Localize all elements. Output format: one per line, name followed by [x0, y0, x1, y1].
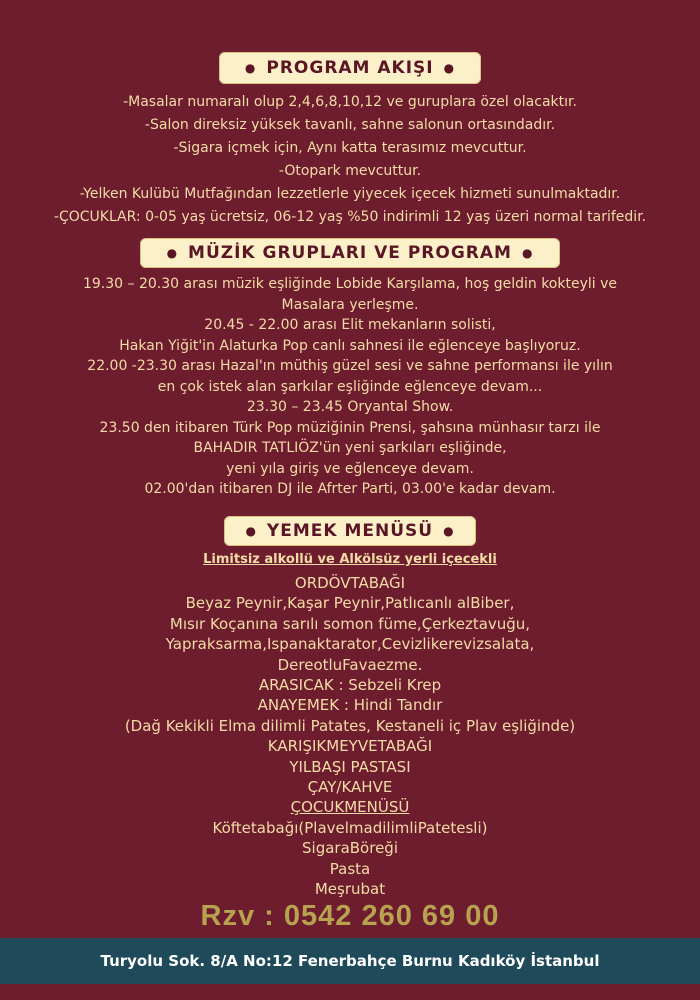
menu-line: DereotluFavaezme.	[277, 655, 423, 674]
program-list	[0, 91, 700, 229]
program-line: -Otopark mevcuttur.	[278, 163, 422, 179]
program-line: -ÇOCUKLAR: 0-05 yaş ücretsiz, 06-12 yaş %50 indirimli 12 yaş üzeri normal tarifedir.	[53, 209, 647, 225]
menu-line: ANAYEMEK : Hindi Tandır	[257, 696, 443, 715]
bottom-border	[0, 984, 700, 1000]
menu-banner	[224, 516, 476, 546]
menu-line: Beyaz Peynir,Kaşar Peynir,Patlıcanlı alBiber,	[185, 594, 515, 613]
kids-menu-line: SigaraBöreği	[302, 839, 398, 858]
reservation-phone: Rzv : 0542 260 69 00	[200, 900, 500, 932]
music-line: Masalara yerleşme.	[281, 296, 419, 313]
menu-line: Mısır Koçanına sarılı somon füme,Çerkeztavuğu,	[169, 614, 531, 633]
music-line: 22.00 -23.30 arası Hazal'ın müthiş güzel sesi ve sahne performansı ile yılın	[87, 358, 613, 374]
menu-line: ARASICAK : Sebzeli Krep	[258, 676, 442, 695]
menu-subtitle: Limitsiz alkollü ve Alkölsüz yerli içecekli	[203, 552, 497, 567]
kids-menu-line: Meşrubat	[314, 880, 386, 899]
kids-menu-line: Köftetabağı(PlavelmadilimliPatetesli)	[212, 818, 488, 837]
bullet-icon: ●	[245, 524, 257, 538]
music-line: 19.30 – 20.30 arası müzik eşliğinde Lobide Karşılama, hoş geldin kokteyli ve	[82, 276, 617, 292]
bullet-icon: ●	[443, 61, 456, 75]
music-line: 20.45 - 22.00 arası Elit mekanların solisti,	[204, 317, 496, 333]
program-line: -Yelken Kulübü Mutfağından lezzetlerle yiyecek içecek hizmeti sunulmaktadır.	[79, 186, 621, 202]
menu-line: (Dağ Kekikli Elma dilimli Patates, Kestaneli iç Plav eşliğinde)	[124, 716, 576, 735]
menu-title: YEMEK MENÜSÜ	[266, 521, 434, 541]
bullet-icon: ●	[244, 61, 257, 75]
menu-line: KARIŞIKMEYVETABAĞI	[267, 737, 433, 756]
program-line: -Sigara içmek için, Aynı katta terasımız mevcuttur.	[173, 140, 527, 156]
bullet-icon: ●	[166, 246, 179, 260]
bullet-icon: ●	[521, 246, 534, 260]
program-title: PROGRAM AKIŞI	[266, 58, 434, 78]
menu-line: ORDÖVTABAĞI	[294, 574, 406, 592]
program-line: -Masalar numaralı olup 2,4,6,8,10,12 ve guruplara özel olacaktır.	[123, 94, 577, 110]
music-title: MÜZİK GRUPLARI VE PROGRAM	[188, 243, 512, 263]
address-text: Turyolu Sok. 8/A No:12 Fenerbahçe Burnu Kadıköy İstanbul	[100, 952, 600, 970]
music-line: yeni yıla giriş ve eğlenceye devam.	[226, 460, 474, 477]
music-line: 23.30 – 23.45 Oryantal Show.	[246, 399, 454, 415]
music-line: 23.50 den itibaren Türk Pop müziğinin Prensi, şahsına münhasır tarzı ile	[99, 419, 601, 436]
program-line: -Salon direksiz yüksek tavanlı, sahne salonun ortasındadır.	[144, 117, 556, 133]
menu-line: ÇAY/KAHVE	[307, 778, 393, 797]
menu-list	[0, 573, 700, 900]
kids-menu-line: Pasta	[329, 859, 371, 878]
music-list	[0, 274, 700, 500]
menu-line: YILBAŞI PASTASI	[289, 757, 411, 776]
bullet-icon: ●	[443, 524, 455, 538]
menu-line: Yapraksarma,Ispanaktarator,Cevizlikerevizsalata,	[165, 635, 535, 654]
music-line: en çok istek alan şarkılar eşliğinde eğlenceye devam...	[157, 378, 543, 395]
program-banner	[219, 52, 481, 84]
music-line: 02.00'dan itibaren DJ ile Afrter Parti, 03.00'e kadar devam.	[144, 481, 556, 497]
kids-menu-title: ÇOCUKMENÜSÜ	[290, 798, 410, 817]
music-banner	[140, 238, 560, 268]
music-line: Hakan Yiğit'in Alaturka Pop canlı sahnesi ile eğlenceye başlıyoruz.	[119, 337, 581, 354]
address-footer	[0, 938, 700, 984]
music-line: BAHADIR TATLIÖZ'ün yeni şarkıları eşliğinde,	[193, 440, 507, 456]
